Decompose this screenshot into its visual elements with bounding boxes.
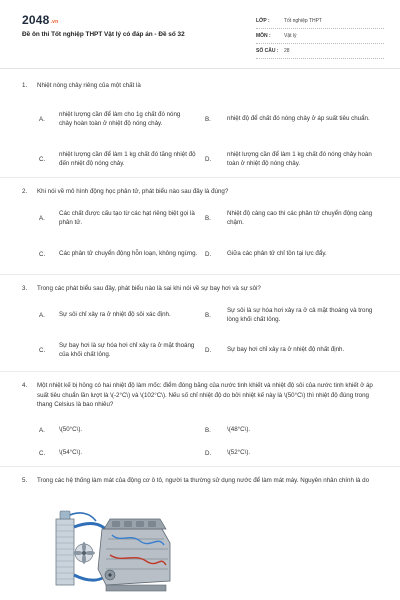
document-title: Đề ôn thi Tốt nghiệp THPT Vật lý có đáp án - Đề số 32 (22, 31, 185, 38)
question-divider (0, 274, 400, 275)
option-letter: D. (205, 346, 212, 354)
option-a[interactable] (22, 206, 217, 230)
question-text: Trong các hệ thống làm mát của động cơ ô tô, người ta thường sử dụng nước để làm mát máy. Nguyên nhân chính là do (37, 477, 370, 484)
option-a[interactable] (22, 423, 217, 437)
option-letter: A. (39, 311, 45, 319)
option-text: nhiệt độ để chất đó nóng chảy ở áp suất tiêu chuẩn. (227, 115, 370, 123)
question-stem (22, 81, 384, 91)
option-text: \(50°C\). (59, 426, 83, 434)
option-c[interactable] (22, 446, 217, 460)
option-b[interactable] (205, 104, 385, 134)
question-text: Nhiệt nóng chảy riêng của một chất là (37, 82, 141, 89)
option-a[interactable] (22, 101, 217, 137)
meta-row-subject (256, 29, 384, 44)
option-c[interactable] (22, 338, 217, 362)
engine-illustration-svg (50, 509, 180, 597)
option-text: nhiệt lượng cần để làm 1 kg chất đó tăng nhiệt độ đến nhiệt độ nóng chảy. (59, 150, 196, 167)
question-2 (22, 187, 384, 258)
option-letter: A. (39, 115, 45, 123)
option-letter: B. (205, 311, 211, 319)
option-letter: C. (39, 346, 46, 354)
question-number: 2. (22, 188, 28, 195)
question-text: Trong các phát biểu sau đây, phát biểu nào là sai khi nói về sự bay hơi và sự sôi? (37, 285, 261, 292)
option-letter: C. (39, 250, 46, 258)
option-letter: D. (205, 155, 212, 163)
option-b[interactable] (205, 423, 385, 437)
option-letter: C. (39, 449, 46, 457)
option-text: nhiệt lượng cần để làm 1 kg chất đó nóng chảy hoàn toàn ở nhiệt độ nóng chảy. (227, 150, 372, 167)
option-d[interactable] (205, 147, 385, 171)
option-a[interactable] (22, 303, 217, 327)
meta-value: Vật lý (284, 33, 297, 39)
option-b[interactable] (205, 206, 385, 230)
question-3 (22, 284, 384, 358)
question-number: 4. (22, 382, 28, 389)
question-divider (0, 177, 400, 178)
option-text: \(54°C\). (59, 449, 83, 457)
question-text: Một nhiệt kế bị hỏng có hai nhiệt độ làm mốc: điểm đóng băng của nước tinh khiết và nhiệt độ sôi của nước tinh khiết ở áp suất tiêu chuẩn lần lượt là \(-2°C\) và \(102°C\). Nếu số chỉ nhiệt độ do bởi nhiệt kế này là \(50°C\) thì nhiệt độ đúng trong thang Celsius là bao nhiêu? (37, 382, 373, 408)
question-divider (0, 466, 400, 467)
meta-key: SỐ CÂU : (256, 48, 279, 54)
option-text: Sự sôi chỉ xảy ra ở nhiệt độ sôi xác định. (59, 311, 171, 319)
option-letter: B. (205, 426, 211, 434)
meta-key: LỚP : (256, 18, 270, 24)
logo-main: 2048 (22, 13, 50, 27)
logo-suffix: .vn (50, 19, 59, 25)
option-letter: C. (39, 155, 46, 163)
option-text: Sự sôi là sự hóa hơi xảy ra ở cả mặt thoáng và trong lòng khối chất lỏng. (227, 306, 373, 323)
option-b[interactable] (205, 303, 385, 327)
question-number: 5. (22, 477, 28, 484)
meta-row-count (256, 44, 384, 59)
document-meta (256, 14, 384, 59)
question-4 (22, 381, 384, 457)
option-text: Sự bay hơi chỉ xảy ra ở nhiệt độ nhất định. (227, 346, 345, 354)
option-d[interactable] (205, 242, 385, 266)
option-letter: A. (39, 426, 45, 434)
option-text: Các chất được cấu tạo từ các hạt riêng biệt gọi là phân tử. (59, 209, 195, 226)
option-text: nhiệt lượng cần để làm cho 1g chất đó nóng chảy hoàn toàn ở nhiệt độ nóng chảy. (59, 110, 181, 127)
option-text: Giữa các phân tử chỉ tồn tại lực đẩy. (227, 250, 327, 258)
question-number: 1. (22, 82, 28, 89)
option-letter: B. (205, 214, 211, 222)
question-stem (22, 284, 384, 294)
option-c[interactable] (22, 147, 217, 171)
option-text: Nhiệt độ càng cao thì các phân tử chuyển động càng chậm. (227, 209, 373, 226)
question-1 (22, 81, 384, 167)
option-d[interactable] (205, 338, 385, 362)
question-5 (22, 476, 384, 486)
option-letter: A. (39, 214, 45, 222)
option-text: Sự bay hơi là sự hóa hơi chỉ xảy ra ở mặt thoáng của khối chất lỏng. (59, 341, 195, 358)
meta-value: 28 (284, 48, 290, 54)
option-text: \(52°C\). (227, 449, 251, 457)
meta-value: Tốt nghiệp THPT (284, 18, 322, 24)
question-stem (22, 187, 384, 197)
question-stem (22, 381, 384, 410)
site-logo[interactable] (22, 13, 58, 27)
question-stem (22, 476, 384, 486)
meta-key: MÔN : (256, 33, 271, 39)
option-letter: D. (205, 449, 212, 457)
option-text: Các phân tử chuyển động hỗn loạn, không ngừng. (59, 250, 198, 258)
header-divider (0, 68, 400, 69)
option-letter: B. (205, 115, 211, 123)
option-c[interactable] (22, 242, 217, 266)
meta-row-grade (256, 14, 384, 29)
page-header (0, 0, 400, 70)
option-letter: D. (205, 250, 212, 258)
option-text: \(48°C\). (227, 426, 251, 434)
option-d[interactable] (205, 446, 385, 460)
question-divider (0, 371, 400, 372)
question-text: Khi nói về mô hình động học phân tử, phát biểu nào sau đây là đúng? (37, 188, 229, 195)
engine-cooling-illustration (50, 509, 180, 597)
question-number: 3. (22, 285, 28, 292)
